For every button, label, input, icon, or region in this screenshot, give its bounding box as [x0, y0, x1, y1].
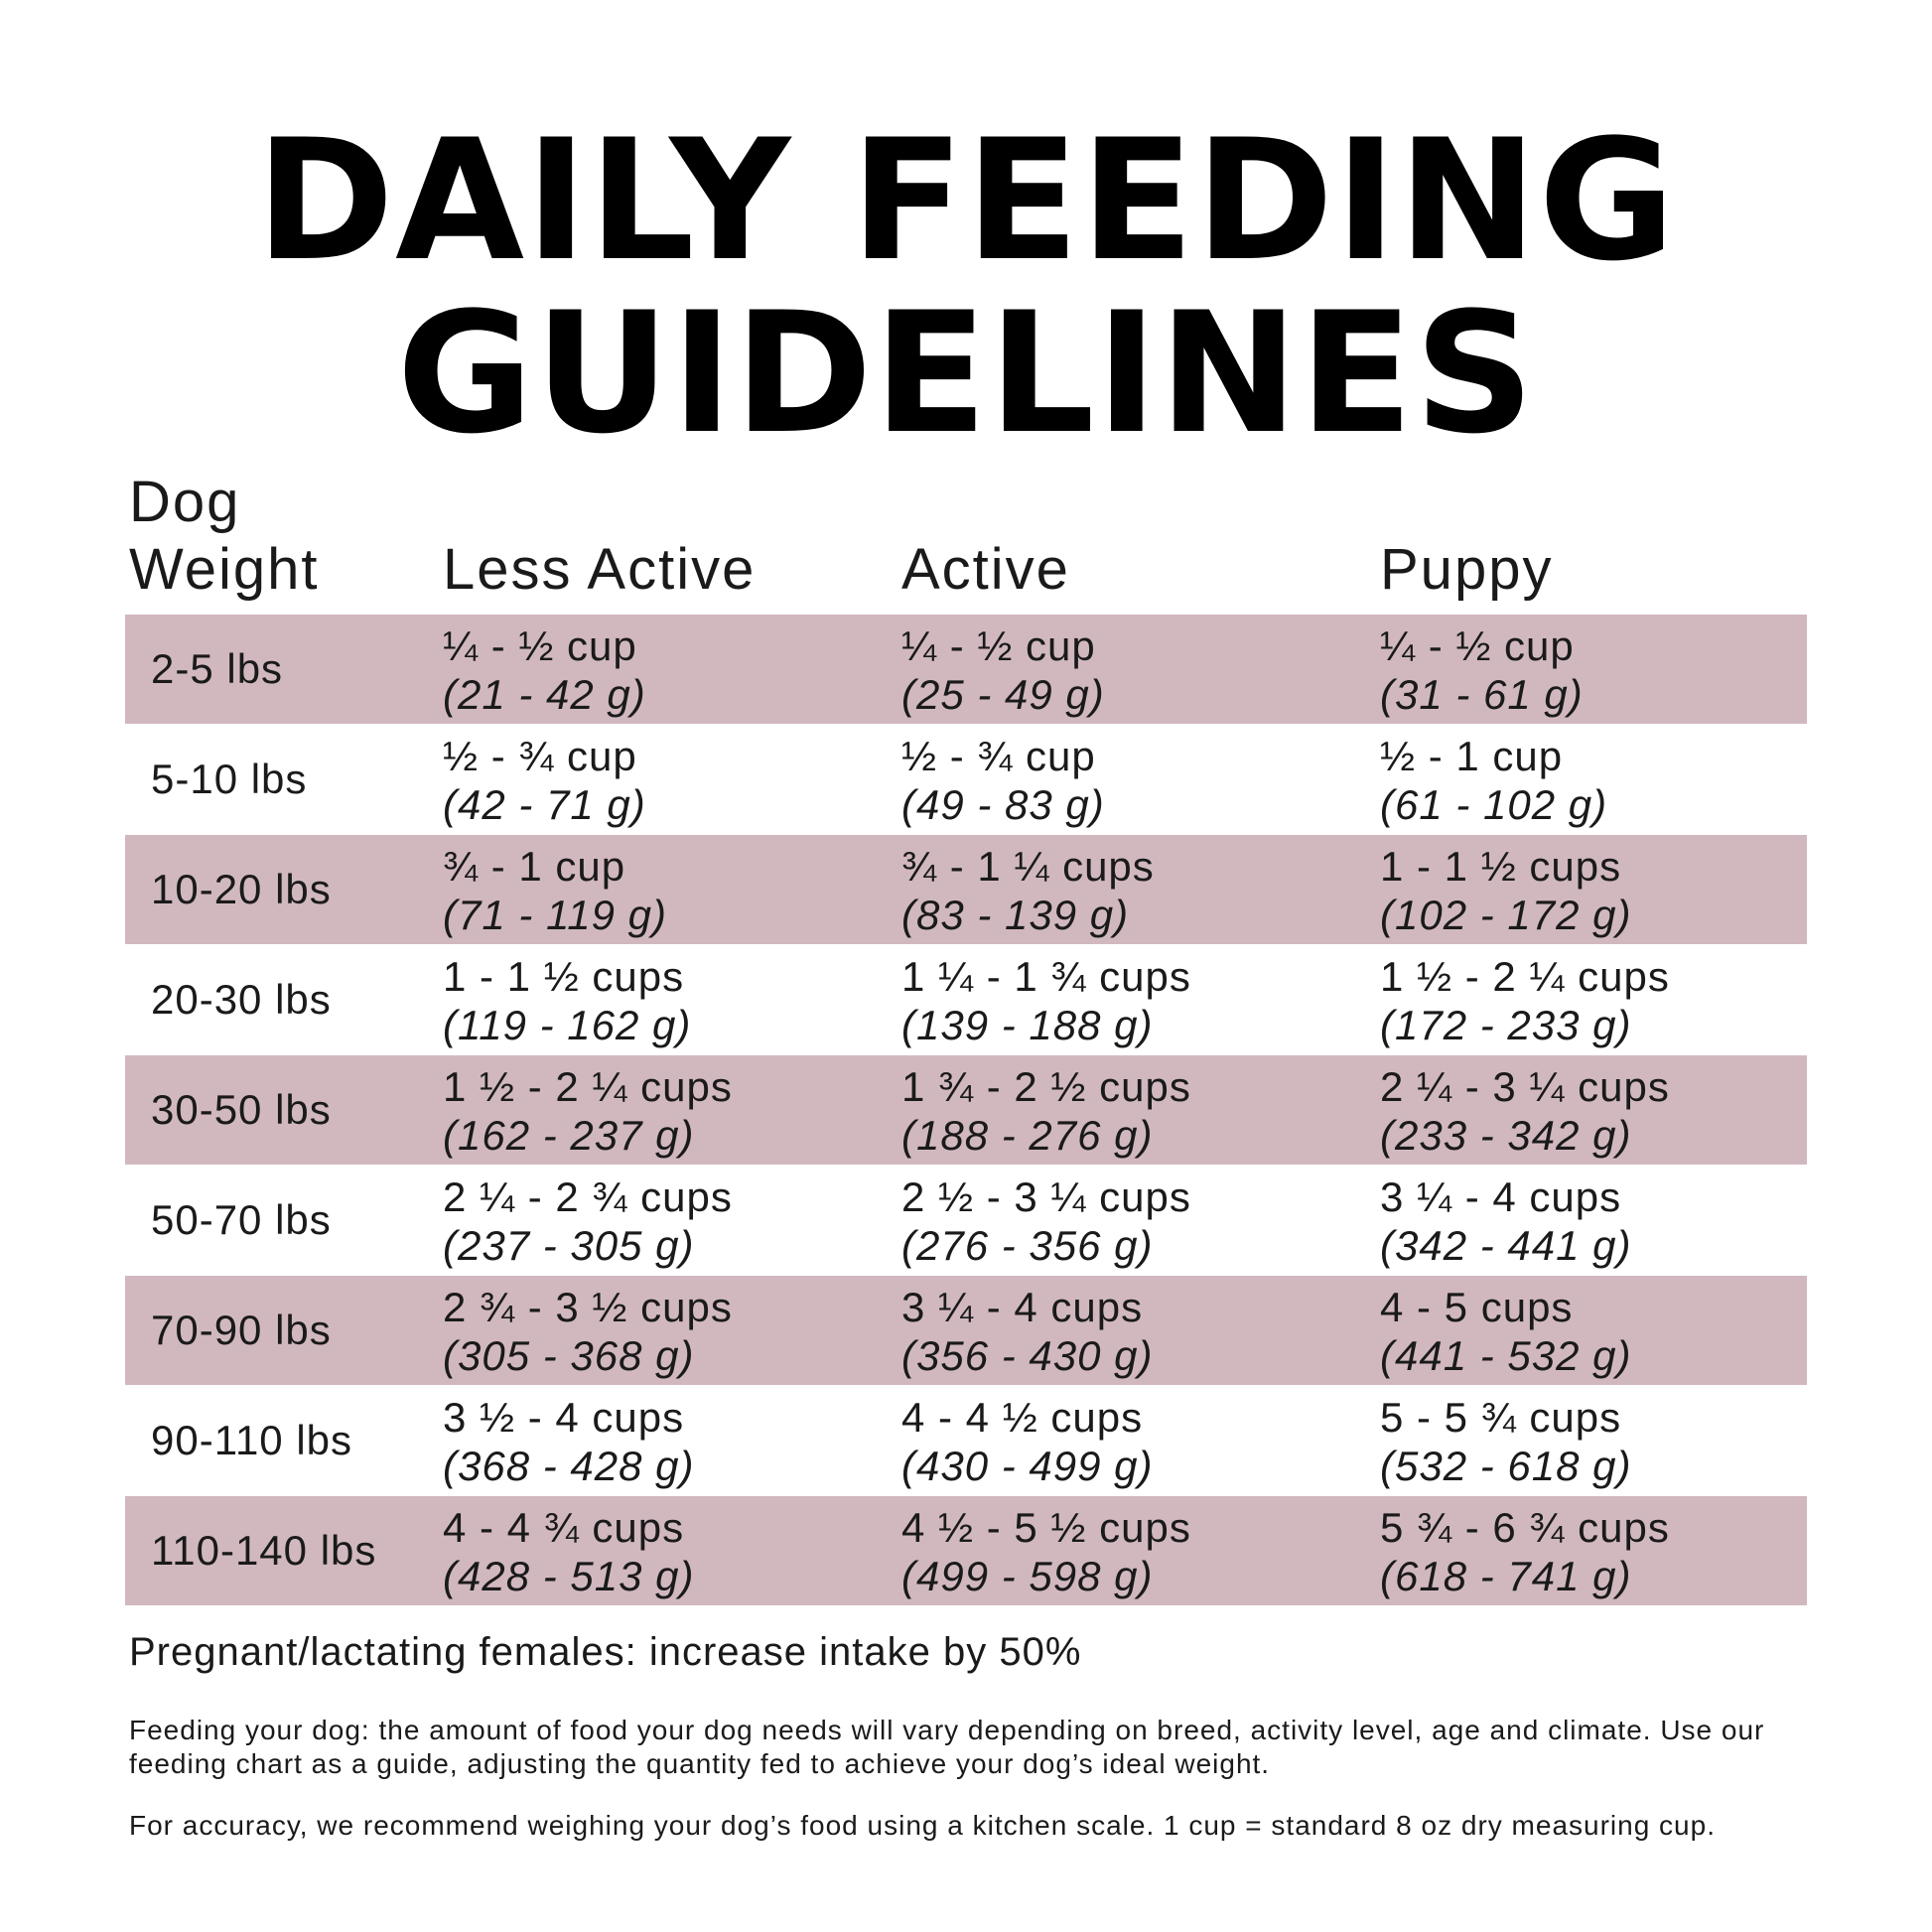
active-cell	[901, 622, 1105, 720]
grams-value: (305 - 368 g)	[443, 1332, 695, 1379]
less-active-cell	[443, 1173, 733, 1271]
cups-value: 3 ¼ - 4 cups	[1380, 1173, 1622, 1220]
active-cell	[901, 1173, 1191, 1271]
accuracy-note: For accuracy, we recommend weighing your dog’s food using a kitchen scale. 1 cup = standard 8 oz dry measuring cup.	[129, 1810, 1716, 1841]
weight-cell: 110-140 lbs	[151, 1527, 377, 1574]
table-row	[125, 1386, 1807, 1496]
cups-value: 2 ¼ - 2 ¾ cups	[443, 1173, 733, 1220]
table-row	[125, 835, 1807, 945]
cups-value: 4 - 4 ½ cups	[901, 1394, 1144, 1441]
cups-value: 1 ¾ - 2 ½ cups	[901, 1063, 1191, 1110]
cups-value: 2 ¼ - 3 ¼ cups	[1380, 1063, 1670, 1110]
cups-value: 4 - 5 cups	[1380, 1284, 1574, 1330]
weight-cell: 20-30 lbs	[151, 976, 332, 1023]
grams-value: (188 - 276 g)	[901, 1112, 1154, 1159]
grams-value: (237 - 305 g)	[443, 1222, 695, 1269]
less-active-cell	[443, 1504, 694, 1601]
grams-value: (25 - 49 g)	[901, 671, 1105, 718]
pregnant-lactating-note: Pregnant/lactating females: increase intake by 50%	[129, 1630, 1082, 1674]
feeding-table	[125, 615, 1807, 1606]
grams-value: (61 - 102 g)	[1380, 781, 1608, 828]
cups-value: ¼ - ½ cup	[1380, 622, 1575, 669]
cups-value: ½ - ¾ cup	[901, 733, 1096, 779]
cups-value: ¼ - ½ cup	[901, 622, 1096, 669]
puppy-cell	[1380, 733, 1607, 830]
cups-value: 3 ¼ - 4 cups	[901, 1284, 1144, 1330]
cups-value: 5 - 5 ¾ cups	[1380, 1394, 1622, 1441]
grams-value: (618 - 741 g)	[1380, 1553, 1632, 1599]
grams-value: (342 - 441 g)	[1380, 1222, 1632, 1269]
table-row	[125, 615, 1807, 725]
weight-cell: 30-50 lbs	[151, 1086, 332, 1133]
header-dog-weight-line-1: Dog	[129, 470, 241, 534]
table-row	[125, 1055, 1807, 1166]
weight-cell: 50-70 lbs	[151, 1196, 332, 1243]
active-cell	[901, 1504, 1191, 1601]
grams-value: (430 - 499 g)	[901, 1443, 1154, 1489]
cups-value: ½ - 1 cup	[1380, 733, 1564, 779]
cups-value: 1 - 1 ½ cups	[1380, 843, 1622, 890]
weight-cell: 70-90 lbs	[151, 1307, 332, 1353]
cups-value: 1 ½ - 2 ¼ cups	[443, 1063, 733, 1110]
active-cell	[901, 953, 1191, 1050]
puppy-cell	[1380, 953, 1670, 1050]
feeding-note: Feeding your dog: the amount of food your dog needs will vary depending on breed, activity level, age and climate. Use our feeding chart as a guide, adjusting the quantity fed to achieve your dog’s ideal weight.	[129, 1715, 1765, 1779]
puppy-cell	[1380, 1063, 1670, 1161]
cups-value: ¾ - 1 ¼ cups	[901, 843, 1155, 890]
table-row	[125, 1276, 1807, 1386]
puppy-cell	[1380, 1284, 1631, 1381]
weight-cell: 10-20 lbs	[151, 866, 332, 912]
grams-value: (71 - 119 g)	[443, 892, 667, 938]
cups-value: 4 - 4 ¾ cups	[443, 1504, 685, 1551]
cups-value: 2 ½ - 3 ¼ cups	[901, 1173, 1191, 1220]
less-active-cell	[443, 1284, 733, 1381]
grams-value: (356 - 430 g)	[901, 1332, 1154, 1379]
weight-cell: 5-10 lbs	[151, 756, 308, 802]
table-row	[125, 725, 1807, 835]
cups-value: 5 ¾ - 6 ¾ cups	[1380, 1504, 1670, 1551]
puppy-cell	[1380, 843, 1631, 940]
grams-value: (49 - 83 g)	[901, 781, 1105, 828]
grams-value: (368 - 428 g)	[443, 1443, 695, 1489]
page-title-line-2: GUIDELINES	[396, 276, 1536, 471]
active-cell	[901, 1063, 1191, 1161]
grams-value: (119 - 162 g)	[443, 1002, 692, 1048]
grams-value: (532 - 618 g)	[1380, 1443, 1632, 1489]
header-dog-weight	[129, 469, 319, 604]
grams-value: (42 - 71 g)	[443, 781, 646, 828]
puppy-cell	[1380, 622, 1584, 720]
grams-value: (102 - 172 g)	[1380, 892, 1632, 938]
grams-value: (139 - 188 g)	[901, 1002, 1154, 1048]
active-cell	[901, 733, 1105, 830]
weight-cell: 90-110 lbs	[151, 1417, 353, 1463]
grams-value: (21 - 42 g)	[443, 671, 646, 718]
grams-value: (276 - 356 g)	[901, 1222, 1154, 1269]
less-active-cell	[443, 733, 646, 830]
header-dog-weight-line-2: Weight	[129, 537, 320, 602]
less-active-cell	[443, 843, 667, 940]
less-active-cell	[443, 953, 691, 1050]
cups-value: 4 ½ - 5 ½ cups	[901, 1504, 1191, 1551]
less-active-cell	[443, 1063, 733, 1161]
cups-value: ¼ - ½ cup	[443, 622, 637, 669]
less-active-cell	[443, 622, 646, 720]
active-cell	[901, 843, 1155, 940]
puppy-cell	[1380, 1394, 1631, 1491]
cups-value: ¾ - 1 cup	[443, 843, 626, 890]
active-cell	[901, 1284, 1153, 1381]
puppy-cell	[1380, 1173, 1631, 1271]
page-title-line-1: DAILY FEEDING	[255, 103, 1677, 298]
grams-value: (441 - 532 g)	[1380, 1332, 1632, 1379]
active-cell	[901, 1394, 1153, 1491]
cups-value: ½ - ¾ cup	[443, 733, 637, 779]
grams-value: (162 - 237 g)	[443, 1112, 695, 1159]
table-row	[125, 1166, 1807, 1276]
grams-value: (31 - 61 g)	[1380, 671, 1584, 718]
table-row	[125, 945, 1807, 1055]
grams-value: (83 - 139 g)	[901, 892, 1130, 938]
grams-value: (233 - 342 g)	[1380, 1112, 1632, 1159]
cups-value: 1 - 1 ½ cups	[443, 953, 685, 1000]
cups-value: 3 ½ - 4 cups	[443, 1394, 685, 1441]
less-active-cell	[443, 1394, 694, 1491]
header-puppy: Puppy	[1380, 537, 1554, 602]
grams-value: (499 - 598 g)	[901, 1553, 1154, 1599]
table-row	[125, 1496, 1807, 1606]
cups-value: 1 ½ - 2 ¼ cups	[1380, 953, 1670, 1000]
weight-cell: 2-5 lbs	[151, 645, 284, 692]
grams-value: (172 - 233 g)	[1380, 1002, 1632, 1048]
grams-value: (428 - 513 g)	[443, 1553, 695, 1599]
puppy-cell	[1380, 1504, 1670, 1601]
header-less-active: Less Active	[443, 537, 757, 602]
cups-value: 1 ¼ - 1 ¾ cups	[901, 953, 1191, 1000]
header-active: Active	[901, 537, 1070, 602]
cups-value: 2 ¾ - 3 ½ cups	[443, 1284, 733, 1330]
